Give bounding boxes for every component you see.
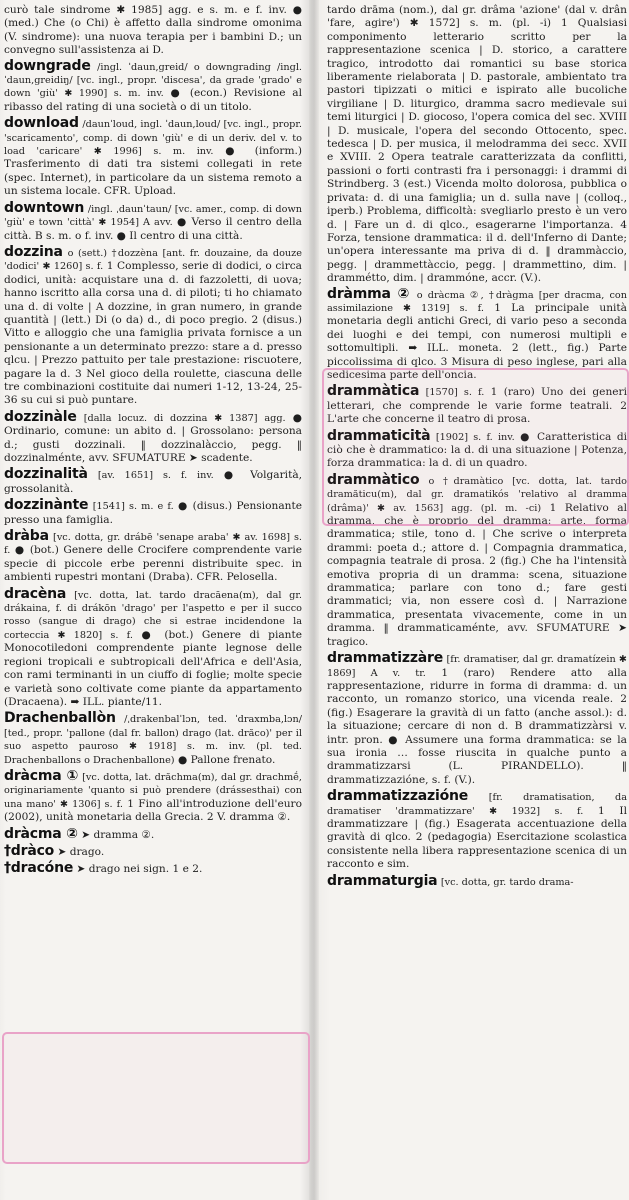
entry-etymology: [1902] s. f. inv. (435, 431, 515, 443)
dictionary-entry (4, 199, 302, 243)
dictionary-entry (327, 652, 627, 787)
left-entries (4, 57, 302, 877)
dictionary-entry (327, 471, 627, 649)
entry-definition: ● (bot.) Genere delle Crocifere comprendente varie specie di piccole erbe perenni distribuite spec. in ambienti rupestri montani (Draba). CFR. Pelosella. (4, 544, 302, 584)
dictionary-entry (4, 767, 302, 825)
page-gutter (309, 0, 319, 1200)
entry-headword: drammatizzazióne (327, 788, 469, 805)
entry-headword: downtown (4, 199, 85, 216)
entry-definition: ● (disus.) Pensionante presso una famiglia. (4, 500, 302, 526)
dictionary-entry (4, 585, 302, 710)
entry-etymology: o †dramàtico [vc. dotta, lat. tardo dramăticu(m), dal gr. dramatikós 'relativo al dramma (drâma)' ✱ av. 1563] agg. (pl. m. -ci) (327, 475, 627, 514)
dictionary-entry (4, 408, 302, 466)
left-column (4, 4, 302, 1198)
entry-definition: ● Volgarità, grossolanità. (4, 469, 302, 495)
entry-headword: drammaticità (327, 427, 431, 444)
continued-entry-fragment: tardo drāma (nom.), dal gr. drâma 'azione' (dal v. drân 'fare, agire') ✱ 1572] s. m. (pl. -i) 1 Qualsiasi componimento letterario scritto per la rappresentazione scenica | D. storico, a carattere tragico, introdotto dai romantici su base storica liberamente rielaborata | D. pastorale, ambientato tra pastori tipizzati o mitici e ispirato alle bucoliche virgiliane | D. liturgico, dramma sacro medievale sui temi liturgici | D. giocoso, l'opera comica del sec. XVIII | D. musicale, l'opera del secondo Ottocento, spec. tedesca | D. per musica, il melodramma dei secc. XVII e XVIII. 2 Opera teatrale caratterizzata da conflitti, passioni o forti contrasti fra i personaggi: i drammi di Strindberg. 3 (est.) Vicenda molto dolorosa, pubblica o privata: d. di una famiglia; un d. sulla nave | (colloq., iperb.) Problema, difficoltà: svegliarlo presto è un vero d. | Fare un d. di qlco., esagerarne l'importanza. 4 Forza, tensione drammatica: il d. dell'Inferno di Dante; un'opera interessante ma priva di d. ‖ drammàccio, pegg. | drammettàccio, pegg. | drammettino, dim. | drammétto, dim. | drammóne, accr. (V.). (327, 4, 627, 285)
entry-etymology: [1541] s. m. e f. (92, 501, 174, 513)
dictionary-entry (327, 385, 627, 426)
dictionary-entry (4, 468, 302, 496)
entry-etymology: /ˌdrakenbalˈlɔn, ted. ˈdraxmba,lɔn/ [ted., propr. 'pallone (dal fr. ballon) drago (lat. drăco)' per il suo aspetto pauroso ✱ 1918] s. m. inv. (pl. ted. Drachenballons o Drachenballone) (4, 714, 302, 766)
dictionary-entry (4, 842, 302, 859)
dictionary-entry (4, 243, 302, 408)
entry-etymology: [vc. dotta, lat. tardo dracāena(m), dal gr. drákaina, f. di drákōn 'drago' per l'aspetto e per il succo rosso (sangue di drago) che si estrae incidendone la corteccia ✱ 1820] s. f. (4, 589, 302, 641)
entry-etymology: o dràcma ②, †dràgma [per dracma, con assimilazione ✱ 1319] s. f. (327, 289, 627, 314)
entry-etymology: [vc. dotta, gr. drábē 'senape araba' ✱ av. 1698] s. f. (4, 532, 302, 557)
entry-headword: †dracóne (4, 860, 74, 877)
entry-definition: ● Verso il centro della città. B s. m. o f. inv. ● Il centro di una città. (4, 216, 302, 242)
entry-headword: †dràco (4, 842, 55, 859)
entry-etymology: /ingl. ˌdaunˈtaun/ [vc. amer., comp. di down 'giù' e town 'città' ✱ 1954] A avv. (4, 203, 302, 229)
entry-definition: ➤ dramma ②. (81, 828, 155, 841)
entry-etymology: [av. 1651] s. f. inv. (97, 470, 214, 482)
dictionary-entry (4, 57, 302, 115)
entry-headword: dracèna (4, 585, 67, 602)
entry-definition: ● Caratteristica di ciò che è drammatico: la d. di una situazione | Potenza, forza drammatica: la d. di un quadro. (327, 430, 627, 470)
entry-etymology: [vc. dotta, gr. tardo drama- (440, 876, 574, 888)
entry-headword: dozzinàle (4, 408, 77, 425)
dictionary-entry (327, 285, 627, 383)
entry-headword: downgrade (4, 57, 91, 74)
dictionary-entry (4, 499, 302, 527)
entry-headword: dozzinalità (4, 466, 88, 483)
entry-headword: drammàtico (327, 471, 420, 488)
entry-definition: 1 Complesso, serie di dodici, o circa dodici, unità: acquistare una d. di fazzoletti, di uova; hanno iscritto alla corsa una d. di piloti; ti ho chiamato una d. di volte | A dozzine, in gran numero, in grande quantità | (lett.) Di (o da) d., di poco pregio. 2 (disus.) Vitto e alloggio che una famiglia privata fornisce a un pensionante a un determinato prezzo: stare a d. presso qlcu. | Prezzo pattuito per tale prestazione: riscuotere, pagare la d. 3 Nel gioco della roulette, ciascuna delle tre combinazioni costituite dai numeri 1-12, 13-24, 25-36 su cui si può puntare. (4, 260, 302, 407)
entry-definition: ➤ drago. (57, 845, 105, 858)
dictionary-entry (4, 825, 302, 842)
entry-headword: dràcma ① (4, 767, 79, 784)
right-column (327, 4, 627, 1198)
entry-definition: ● Pallone frenato. (177, 753, 276, 766)
entry-definition: 1 Relativo al dramma, che è proprio del dramma: arte, forma drammatica; stile, tono d. | Che scrive o interpreta drammi: poeta d.; attore d. | Compagnia drammatica, compagnia teatrale di prosa. 2 (fig.) Che ha l'intensità emotiva propria di un dramma: scena, situazione drammatica; parlare con tono d.; fare gesti drammatici; via, non essere così d. | Narrazione drammatica, presentata vivacemente, come in un dramma. ‖ drammaticaménte, avv. SFUMATURE ➤ tragico. (327, 501, 627, 648)
dictionary-entry (4, 862, 302, 876)
dictionary-entry (4, 117, 302, 198)
entry-etymology: [dalla locuz. di dozzina ✱ 1387] agg. (83, 412, 286, 424)
entry-definition: 1 La principale unità monetaria degli antichi Greci, di vario peso a seconda dei luoghi e dei tempi, con numerosi multipli e sottomultipli. ➡ ILL. moneta. 2 (lett., fig.) Parte piccolissima di qlco. 3 Misura di peso inglese, pari alla sedicesima parte dell'oncia. (327, 301, 627, 381)
entry-etymology: /daunˈloud, ingl. ˈdaun,loud/ [vc. ingl., propr. 'scaricamento', comp. di down 'giù' e di un deriv. del v. to load 'caricare' ✱ 1996] s. m. inv. (4, 119, 302, 158)
entry-definition: ● Ordinario, comune: un abito d. | Grossolano: persona d.; gusti dozzinali. ‖ dozzinalàccio, pegg. ‖ dozzinalménte, avv. SFUMATURE ➤ scadente. (4, 411, 302, 464)
dictionary-entry (327, 790, 627, 871)
entry-definition: ● (inform.) Trasferimento di dati tra sistemi collegati in rete (spec. Internet), in particolare da un sistema remoto a un sistema locale. CFR. Upload. (4, 145, 302, 198)
entry-etymology: [fr. dramatisation, da dramatiser 'drammatizzare' ✱ 1932] s. f. (327, 792, 627, 817)
entry-headword: dozzina (4, 243, 63, 260)
entry-etymology: [1570] s. f. (425, 387, 485, 399)
entry-headword: dràba (4, 528, 49, 545)
entry-definition: ● (econ.) Revisione al ribasso del rating di una società o di un titolo. (4, 87, 302, 113)
entry-definition: ● (bot.) Genere di piante Monocotiledoni comprendente piante legnose delle regioni tropicali e subtropicali dell'Africa e dell'Asia, con rami terminanti in un ciuffo di foglie; molte specie e varietà sono coltivate come piante da appartamento (Dracaena). ➡ ILL. piante/11. (4, 628, 302, 708)
entry-headword: dràcma ② (4, 825, 78, 842)
entry-definition: 1 (raro) Uno dei generi letterari, che comprende le varie forme teatrali. 2 L'arte che concerne il teatro di prosa. (327, 386, 627, 426)
right-entries (327, 285, 627, 889)
entry-definition: 1 Fino all'introduzione dell'euro (2002), unità monetaria della Grecia. 2 V. dramma ②. (4, 797, 302, 824)
entry-etymology: /ingl. ˈdaun,greid/ o downgrading /ingl. ˈdaun,greidiŋ/ [vc. ingl., propr. 'discesa', da grade 'grado' e down 'giù' ✱ 1990] s. m. inv. (4, 61, 302, 100)
entry-definition: 1 Il drammatizzare | (fig.) Esagerata accentuazione della gravità di qlco. 2 (pedagogia) Esercitazione scolastica consistente nella libera rappresentazione scenica di un racconto e sim. (327, 804, 627, 871)
dictionary-entry (4, 530, 302, 585)
dictionary-entry (327, 427, 627, 471)
entry-etymology: [fr. dramatiser, dal gr. dramatízein ✱ 1869] A v. tr. (327, 654, 627, 679)
dictionary-entry (4, 712, 302, 767)
entry-etymology: o (sett.) †dozzèna [ant. fr. douzaine, da douze 'dodici' ✱ 1260] s. f. (4, 247, 302, 273)
dictionary-entry (327, 872, 627, 889)
entry-definition: 1 (raro) Rendere atto alla rappresentazione, ridurre in forma di dramma: d. un racconto, un romanzo storico, una vicenda reale. 2 (fig.) Esagerare la gravità di un fatto (anche assol.): d. la situazione; cercare di non d. B drammatizzàrsi v. intr. pron. ● Assumere una forma drammatica: se la sua ironia … fosse riuscita in qualche punto a drammatizzarsi (L. PIRANDELLO). ‖ drammatizzazióne, s. f. (V.). (327, 666, 627, 786)
entry-etymology: [vc. dotta, lat. drăchma(m), dal gr. drachmḗ, originariamente 'quanto si può prendere (drássesthai) con una mano' ✱ 1306] s. f. (4, 771, 302, 810)
entry-definition: ➤ drago nei sign. 1 e 2. (76, 863, 203, 876)
continued-entry-fragment: curò tale sindrome ✱ 1985] agg. e s. m. e f. inv. ● (med.) Che (o Chi) è affetto dalla sindrome omonima (V. sindrome): una nuova terapia per i bambini D.; un convegno sull'assistenza ai D. (4, 4, 302, 57)
entry-headword: download (4, 115, 79, 132)
entry-headword: drammàtica (327, 383, 420, 400)
entry-headword: drammatizzàre (327, 650, 444, 667)
entry-headword: Drachenballòn (4, 710, 116, 727)
entry-headword: drammaturgia (327, 872, 438, 889)
entry-headword: dràmma ② (327, 285, 412, 302)
entry-headword: dozzinànte (4, 497, 89, 514)
